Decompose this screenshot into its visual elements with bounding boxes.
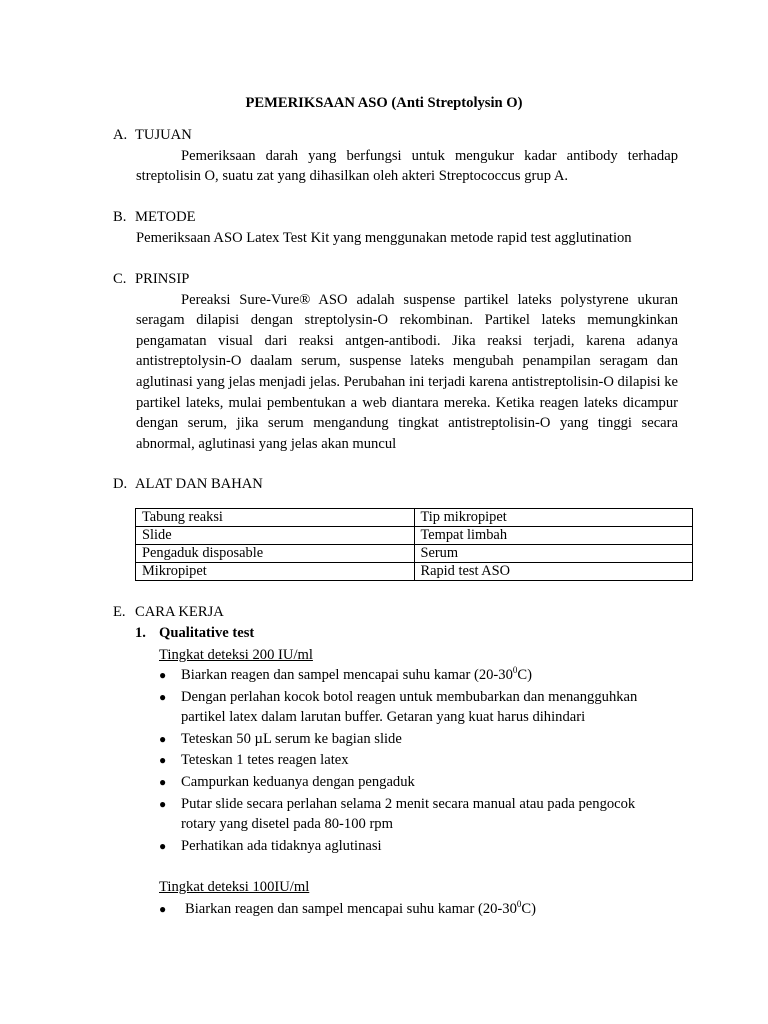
section-title: ALAT DAN BAHAN — [135, 476, 263, 492]
list-item-text-part: C) — [521, 901, 536, 917]
bullet-icon: ● — [159, 753, 167, 768]
list-item-text-part: Biarkan reagen dan sampel mencapai suhu kamar (20-30 — [185, 901, 517, 917]
table-row — [136, 545, 693, 563]
section-cara-kerja — [113, 602, 678, 623]
bullet-icon: ● — [159, 774, 167, 789]
section-prinsip — [113, 269, 678, 454]
section-tujuan — [113, 125, 678, 187]
table-cell: Tabung reaksi — [136, 509, 415, 527]
table-cell: Rapid test ASO — [414, 563, 693, 581]
table-cell: Mikropipet — [136, 563, 415, 581]
section-heading — [113, 474, 678, 495]
procedure-list-100 — [159, 899, 669, 921]
bullet-icon: ● — [159, 902, 167, 916]
list-item — [159, 687, 669, 728]
step-title: Qualitative test — [159, 625, 255, 641]
list-item-text-part: Biarkan reagen dan sampel mencapai suhu kamar (20-30 — [181, 667, 513, 683]
list-item-text-part: C) — [517, 667, 532, 683]
superscript: 0 — [516, 899, 522, 910]
section-text: Pemeriksaan darah yang berfungsi untuk mengukur kadar antibody terhadap streptolisin O, suatu zat yang dihasilkan oleh akteri Streptococcus grup A. — [136, 147, 678, 185]
list-item — [159, 729, 669, 750]
section-title: METODE — [135, 209, 196, 225]
bullet-icon: ● — [159, 731, 167, 746]
table-row — [136, 527, 693, 545]
tools-table — [135, 508, 693, 581]
section-title: PRINSIP — [135, 271, 190, 287]
table-cell: Serum — [414, 545, 693, 563]
section-letter: B. — [113, 209, 127, 225]
section-heading — [113, 125, 678, 146]
section-heading — [113, 207, 678, 228]
section-title: TUJUAN — [135, 127, 192, 143]
list-item — [159, 665, 669, 686]
list-item-text: Teteskan 50 µL serum ke bagian slide — [181, 730, 402, 747]
list-item — [159, 772, 669, 793]
table-cell: Pengaduk disposable — [136, 545, 415, 563]
list-item-text: Perhatikan ada tidaknya aglutinasi — [181, 837, 382, 854]
list-item-text: Putar slide secara perlahan selama 2 menit secara manual atau pada pengocok rotary yang disetel pada 80-100 rpm — [181, 795, 636, 833]
section-heading — [113, 602, 678, 623]
table-cell: Tip mikropipet — [414, 509, 693, 527]
section-letter: E. — [113, 604, 126, 620]
subheading-100: Tingkat deteksi 100IU/ml — [159, 879, 310, 895]
step-heading — [135, 623, 254, 644]
procedure-list-200 — [159, 665, 669, 857]
section-letter: A. — [113, 127, 128, 143]
subheading-200: Tingkat deteksi 200 IU/ml — [159, 647, 313, 663]
superscript: 0 — [512, 665, 518, 676]
table-cell: Slide — [136, 527, 415, 545]
section-alat-bahan — [113, 474, 678, 495]
list-item — [159, 750, 669, 771]
section-metode — [113, 207, 678, 248]
step-number: 1. — [135, 625, 146, 641]
table-cell: Tempat limbah — [414, 527, 693, 545]
section-text: Pemeriksaan ASO Latex Test Kit yang menggunakan metode rapid test agglutination — [136, 229, 632, 246]
bullet-icon: ● — [159, 796, 167, 811]
list-item-text — [181, 665, 532, 686]
section-letter: C. — [113, 271, 127, 287]
bullet-icon: ● — [159, 689, 167, 704]
bullet-icon: ● — [159, 838, 167, 853]
section-heading — [113, 269, 678, 290]
section-letter: D. — [113, 476, 128, 492]
list-item-text: Dengan perlahan kocok botol reagen untuk membubarkan dan menangguhkan partikel latex dalam larutan buffer. Getaran yang kuat harus dihindari — [181, 688, 638, 726]
list-item — [159, 794, 669, 835]
document-title: PEMERIKSAAN ASO (Anti Streptolysin O) — [245, 95, 523, 111]
list-item-text: Campurkan keduanya dengan pengaduk — [181, 773, 415, 790]
list-item — [159, 899, 669, 920]
table-row — [136, 509, 693, 527]
list-item-text — [181, 899, 536, 920]
section-title: CARA KERJA — [135, 604, 224, 620]
list-item — [159, 836, 669, 857]
bullet-icon: ● — [159, 668, 167, 682]
section-text: Pereaksi Sure-Vure® ASO adalah suspense partikel lateks polystyrene ukuran seragam dilapisi dengan streptolysin-O rekombinan. Partikel lateks memungkinkan pengamatan visual dari reaksi antgen-antibodi. Jika reaksi terjadi, karena adanya antistreptolysin-O daalam serum, suspense lateks mengubah penampilan seragam dan aglutinasi yang jelas menjadi jelas. Perubahan ini terjadi karena antistreptolisin-O dilapisi ke partikel lateks, mulai pembentukan a web diantara mereka. Ketika reagen lateks dicampur dengan serum, jika serum mengandung tingkat antistreptolisin-O yang tinggi secara abnormal, aglutinasi yang jelas akan muncul — [136, 291, 678, 452]
list-item-text: Teteskan 1 tetes reagen latex — [181, 752, 349, 769]
table-row — [136, 563, 693, 581]
